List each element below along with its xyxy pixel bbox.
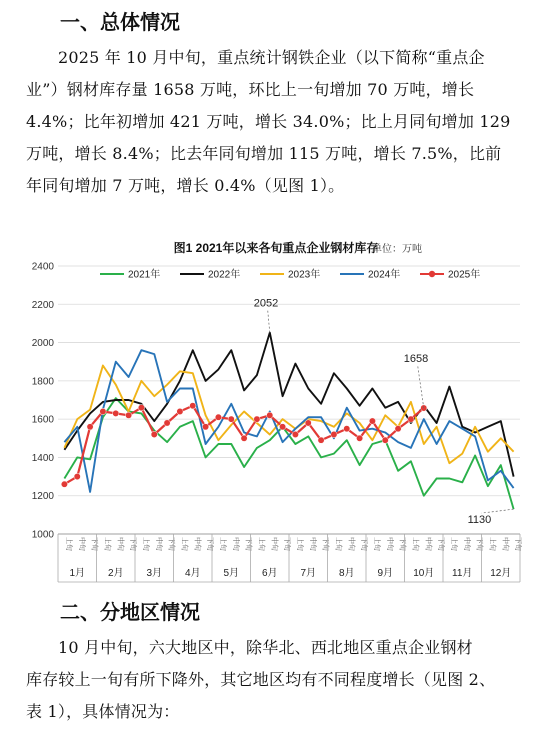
annotation-leader [268,311,270,333]
annotation-leader [482,509,514,513]
x-tick-label: 下旬 [321,537,329,551]
series-point [138,404,144,410]
series-point [177,408,183,414]
paragraph-line: 4.4%；比年初增加 421 万吨，增长 34.0%；比上月同旬增加 129 [26,112,511,131]
x-tick-label: 中旬 [231,537,239,551]
month-label: 10月 [413,568,435,579]
x-tick-label: 上旬 [218,537,226,551]
x-tick-label: 下旬 [398,537,406,551]
series-point [356,435,362,441]
series-point [164,420,170,426]
section-2-heading: 二、分地区情况 [60,600,200,624]
x-tick-label: 上旬 [411,537,419,551]
month-label: 7月 [300,568,317,579]
y-tick-label: 2200 [31,299,54,311]
x-tick-label: 下旬 [167,537,175,551]
series-point [279,424,285,430]
x-tick-label: 下旬 [360,537,368,551]
x-tick-label: 上旬 [64,537,72,551]
x-tick-label: 中旬 [347,537,355,551]
x-tick-label: 下旬 [437,537,445,551]
series-line-2025年 [64,406,423,485]
chart-series [61,333,513,510]
chart-title: 图1 2021年以来各旬重点企业钢材库存 [173,241,379,255]
series-point [344,426,350,432]
series-point [395,426,401,432]
series-point [61,481,67,487]
paragraph-line: 万吨，增长 8.4%；比去年同旬增加 115 万吨，增长 7.5%，比前 [26,144,502,163]
x-tick-label: 上旬 [449,537,457,551]
legend-label: 2024年 [368,269,401,281]
x-tick-label: 上旬 [488,537,496,551]
paragraph-line: 库存较上一旬有所下降外，其它地区均有不同程度增长（见图 2、 [26,670,496,689]
annotation-label: 1658 [403,353,429,366]
x-tick-label: 下旬 [475,537,483,551]
x-tick-label: 中旬 [462,537,470,551]
paragraph-line: 业”）钢材库存量 1658 万吨，环比上一旬增加 70 万吨，增长 [26,80,475,99]
month-label: 1月 [69,568,86,579]
series-point [267,412,273,418]
x-tick-label: 下旬 [206,537,214,551]
chart-svg [20,232,532,592]
series-point [202,424,208,430]
series-point [331,431,337,437]
series-line-2024年 [64,350,513,492]
paragraph-line: 表 1），具体情况为： [26,702,180,721]
x-tick-label: 下旬 [129,537,137,551]
series-point [305,420,311,426]
series-point [215,414,221,420]
x-tick-label: 上旬 [103,537,111,551]
chart-annotations [254,298,514,526]
paragraph-line: 2025 年 10 月中旬，重点统计钢铁企业（以下简称“重点企 [58,48,485,67]
series-point [151,431,157,437]
series-point [254,416,260,422]
y-tick-label: 1000 [31,529,54,541]
month-label: 2月 [107,568,124,579]
x-tick-label: 中旬 [501,537,509,551]
y-tick-label: 1200 [31,491,54,503]
x-tick-label: 中旬 [77,537,85,551]
legend-label: 2022年 [208,269,241,281]
annotation-label: 2052 [253,297,279,310]
y-tick-label: 2000 [31,338,54,350]
legend-label: 2023年 [288,269,321,281]
x-tick-label: 下旬 [90,537,98,551]
x-tick-label: 中旬 [424,537,432,551]
series-point [318,437,324,443]
inventory-chart [20,232,532,592]
month-label: 8月 [338,568,355,579]
paragraph-line: 年同旬增加 7 万吨，增长 0.4%（见图 1）。 [26,176,345,195]
series-point [190,403,196,409]
x-tick-label: 上旬 [372,537,380,551]
section-1-paragraph [26,42,534,202]
series-point [74,473,80,479]
x-tick-label: 上旬 [295,537,303,551]
month-label: 12月 [490,568,512,579]
x-tick-label: 上旬 [180,537,188,551]
y-tick-label: 1800 [31,376,54,388]
x-tick-label: 下旬 [514,537,522,551]
section-2-paragraph [26,632,534,728]
legend-marker [429,271,435,277]
x-tick-label: 上旬 [334,537,342,551]
month-label: 3月 [146,568,163,579]
series-point [292,431,298,437]
series-point [113,410,119,416]
month-label: 6月 [261,568,278,579]
annotation-leader [418,366,424,408]
series-point [369,418,375,424]
series-point [382,437,388,443]
annotation-label: 1130 [467,514,492,527]
month-label: 11月 [452,568,473,579]
y-tick-label: 2400 [31,261,54,273]
month-label: 9月 [377,568,394,579]
chart-unit-label: 单位：万吨 [372,244,422,255]
series-point [125,412,131,418]
x-tick-label: 上旬 [141,537,149,551]
paragraph-line: 10 月中旬，六大地区中，除华北、西北地区重点企业钢材 [58,638,473,657]
y-tick-label: 1400 [31,452,54,464]
series-point [100,408,106,414]
x-tick-label: 中旬 [116,537,124,551]
chart-legend [100,268,480,281]
legend-label: 2021年 [128,269,161,281]
month-label: 5月 [223,568,240,579]
series-point [228,416,234,422]
x-tick-label: 中旬 [270,537,278,551]
x-tick-label: 中旬 [308,537,316,551]
y-tick-label: 1600 [31,414,54,426]
series-point [241,435,247,441]
legend-label: 2025年 [448,269,481,281]
section-1-heading: 一、总体情况 [60,10,180,34]
x-tick-label: 中旬 [154,537,162,551]
series-point [87,424,93,430]
x-tick-label: 下旬 [244,537,252,551]
x-tick-label: 下旬 [283,537,291,551]
x-tick-label: 中旬 [193,537,201,551]
x-tick-label: 上旬 [257,537,265,551]
month-label: 4月 [184,568,201,579]
series-point [408,416,414,422]
x-tick-label: 中旬 [385,537,393,551]
